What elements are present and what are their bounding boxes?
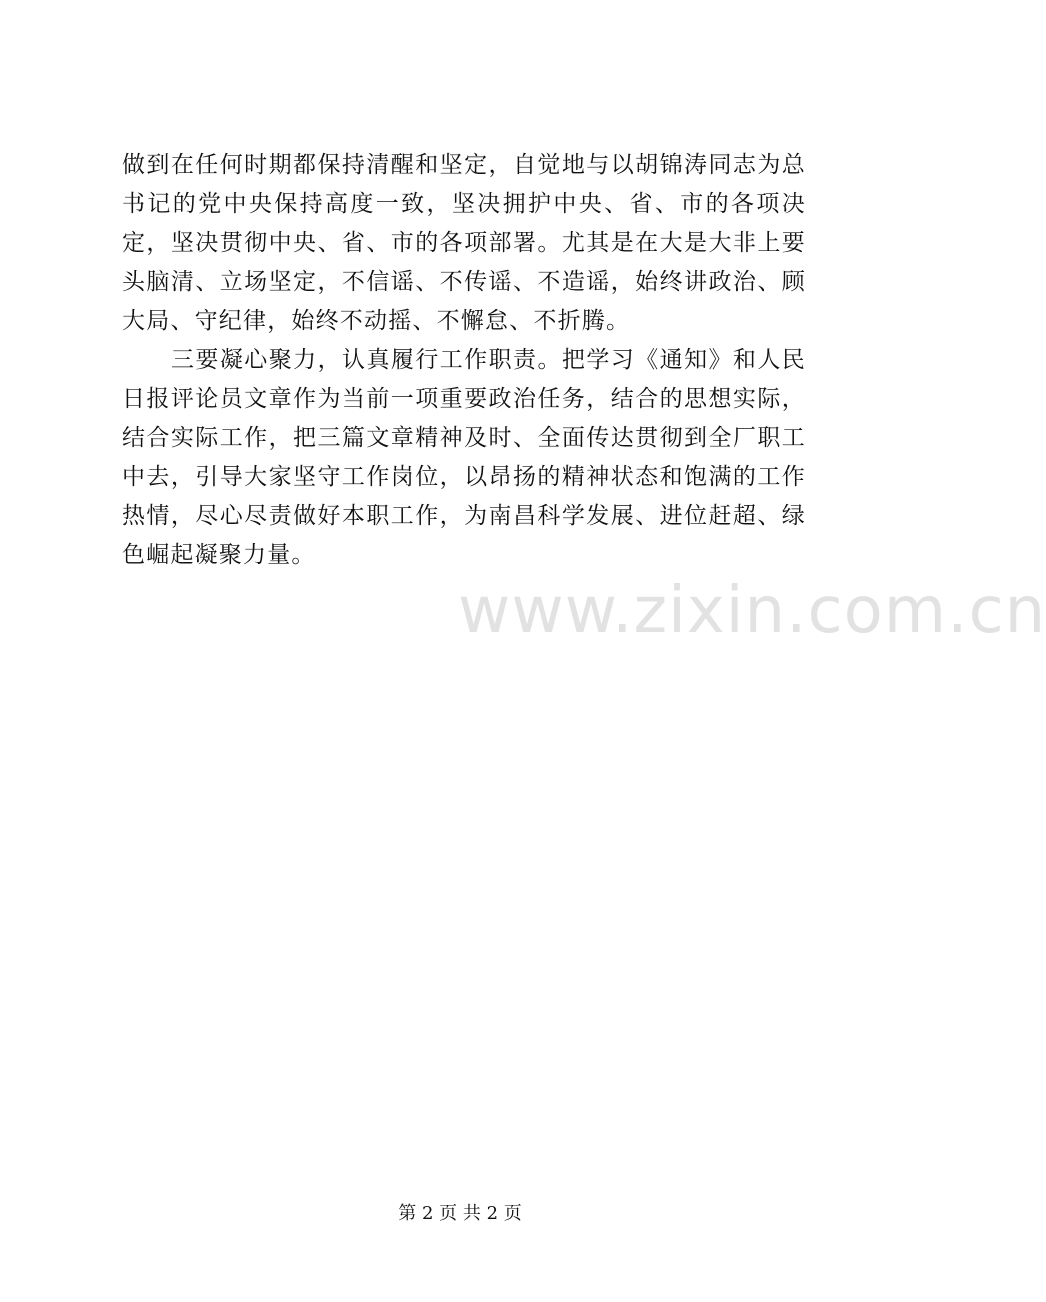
- paragraph-continuation: 做到在任何时期都保持清醒和坚定，自觉地与以胡锦涛同志为总书记的党中央保持高度一致，坚决拥护中央、省、市的各项决定，坚决贯彻中央、省、市的各项部署。尤其是在大是大非上要头脑清、立场坚定，不信谣、不传谣、不造谣，始终讲政治、顾大局、守纪律，始终不动摇、不懈怠、不折腾。: [122, 152, 806, 334]
- watermark-text: www.zixin.com.cn: [458, 574, 1046, 648]
- page-body: [122, 146, 806, 575]
- page-footer: 第 2 页 共 2 页: [398, 1203, 522, 1224]
- paragraph-three-requirements: 三要凝心聚力，认真履行工作职责。把学习《通知》和人民日报评论员文章作为当前一项重要政治任务，结合的思想实际，结合实际工作，把三篇文章精神及时、全面传达贯彻到全厂职工中去，引导大家坚守工作岗位，以昂扬的精神状态和饱满的工作热情，尽心尽责做好本职工作，为南昌科学发展、进位赶超、绿色崛起凝聚力量。: [122, 347, 806, 568]
